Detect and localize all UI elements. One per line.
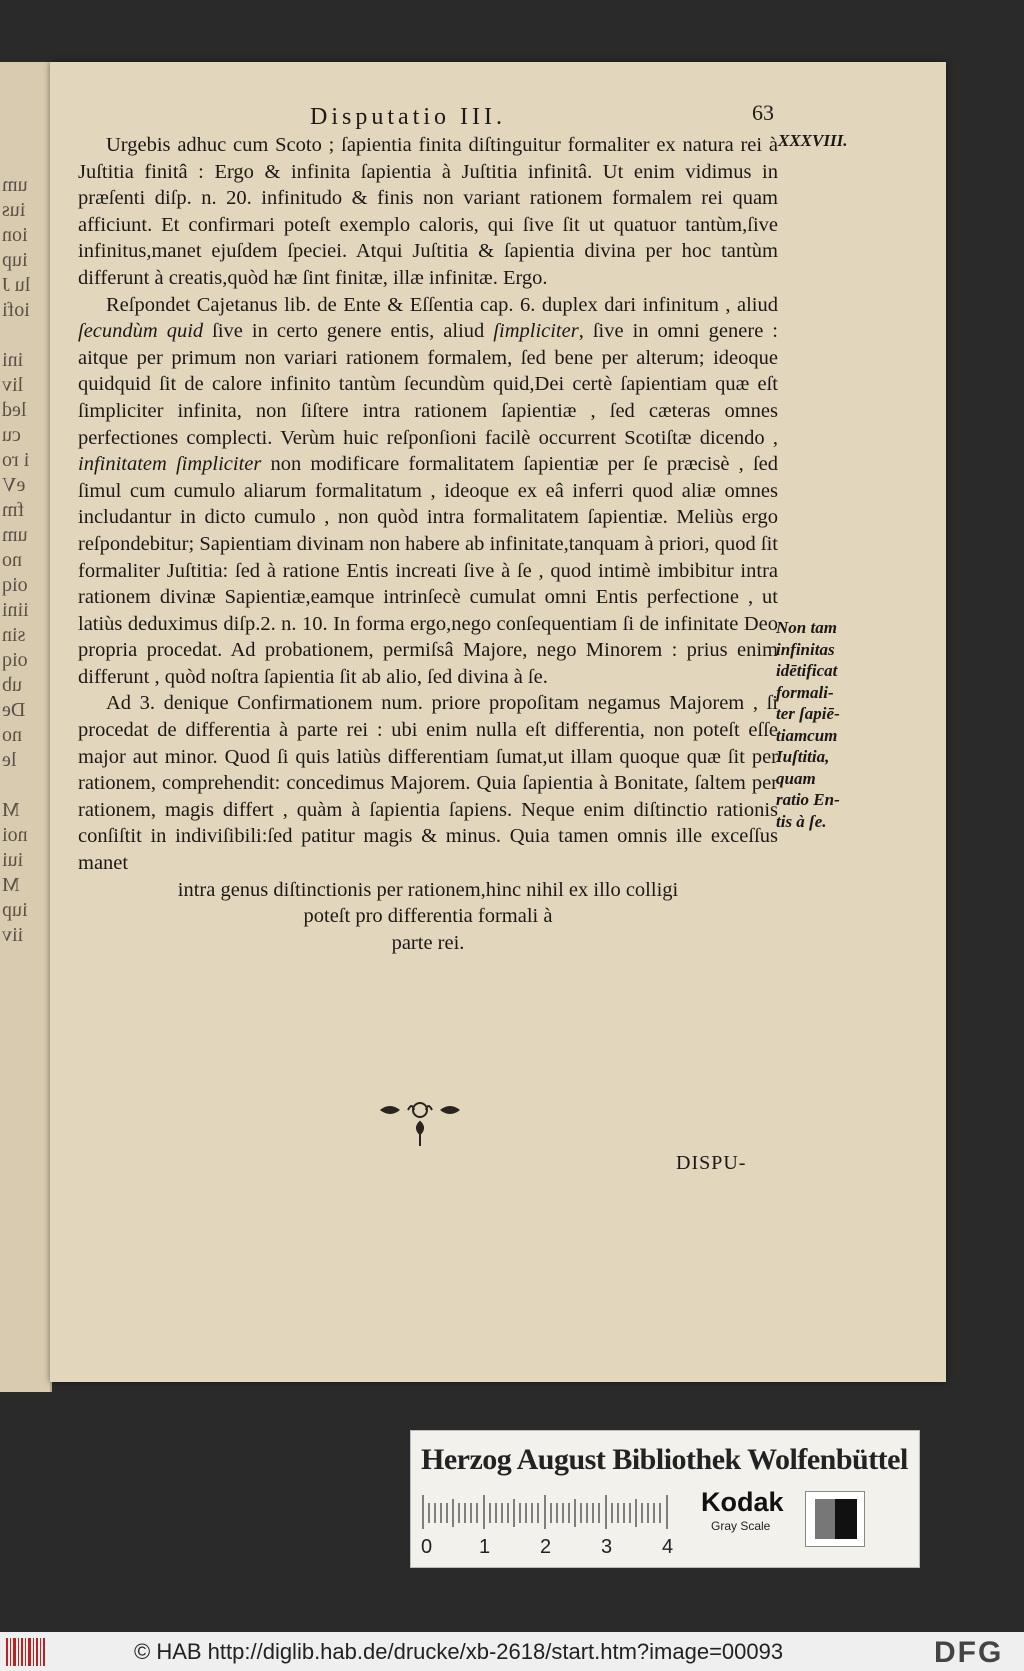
prev-fragment: ini xyxy=(2,349,24,371)
gloss-line: quam xyxy=(776,768,816,788)
gloss-line: formali- xyxy=(776,682,834,702)
gray-scale-subtitle: Gray Scale xyxy=(711,1519,771,1533)
scale-tick-2: 2 xyxy=(540,1536,552,1558)
gloss-line: infinitas xyxy=(776,639,835,659)
running-head: Disputatio III. xyxy=(310,104,506,130)
italic-run: infinitatem ſimpliciter xyxy=(78,453,262,476)
tail-line-2: poteſt pro differentia formali à xyxy=(303,905,553,928)
scale-tick-4: 4 xyxy=(662,1536,674,1558)
prev-fragment: M xyxy=(2,874,20,896)
prev-fragment: iiv xyxy=(2,924,24,946)
prev-fragment: iui xyxy=(2,849,24,871)
prev-fragment: iini xyxy=(2,599,29,621)
tail-line-1: intra genus diſtinctionis per rationem,hinc nihil ex illo colligi xyxy=(177,878,679,901)
book-page xyxy=(50,62,946,1382)
tail-line-3: parte rei. xyxy=(391,931,465,954)
scale-ruler xyxy=(421,1489,691,1559)
scale-tick-1: 1 xyxy=(479,1536,491,1558)
gray-chip-dark xyxy=(835,1499,857,1539)
prev-fragment: fm xyxy=(2,499,25,521)
margin-number: XXXVIII. xyxy=(778,131,848,150)
prev-fragment: lu J xyxy=(2,274,31,296)
gray-chip-mid xyxy=(815,1499,835,1539)
gloss-line: Iuſtitia, xyxy=(776,747,830,766)
prev-fragment: ius xyxy=(2,199,26,221)
source-credit-link[interactable]: © HAB http://diglib.hab.de/drucke/xb-2618/start.htm?image=00093 xyxy=(134,1639,784,1664)
scale-tick-3: 3 xyxy=(601,1536,613,1558)
prev-fragment: um xyxy=(2,524,28,546)
prev-fragment: noi xyxy=(2,824,28,846)
prev-fragment: oiq xyxy=(2,649,28,671)
kodak-brand: Kodak xyxy=(701,1487,784,1517)
prev-fragment: iofi xyxy=(2,299,30,321)
paragraph-2 xyxy=(78,292,778,691)
italic-run: ſimpliciter xyxy=(493,320,579,343)
prev-fragment: cu xyxy=(2,424,21,446)
prev-fragment: iup xyxy=(2,899,28,921)
prev-fragment: oiq xyxy=(2,574,28,596)
prev-fragment: De xyxy=(2,699,26,721)
scale-tick-0: 0 xyxy=(421,1536,433,1558)
footer-bar xyxy=(0,1632,1024,1671)
library-label xyxy=(410,1430,920,1568)
prev-fragment: no xyxy=(2,549,22,571)
page-number: 63 xyxy=(752,100,774,125)
previous-page-edge xyxy=(0,62,52,1392)
prev-fragment: i ro xyxy=(2,449,30,471)
text-run: non modificare formalitatem ſapientiæ per ſe præcisè , ſed ſimul cum cumulo aliarum formalitatum , ideoque ex eâ inferri quod aliæ omnes includantur in dicto cumulo , non quòd intra formalitatem ſapientiæ. Meliùs ergo reſpondebitur; Sapientiam divinam non habere ab infinitate,tanquam à priori, quod ſit formaliter Juſtitia: ſed à ratione Entis increati ſive à ſe , quod intimè imbibitur intra rationem divinæ Sapientiæ,eamque intrinſecè cumulat omni Entis perfectione , ut latiùs deduximus diſp.2. n. 10. In forma ergo,nego conſequentiam ſi de infinitate Deo propria procedat. Ad probationem, permiſsâ Majore, nego Minorem : prius enim differunt , quòd noſtra ſapientia ſit ab alio, ſed divina à ſe. xyxy=(78,453,778,688)
library-name: Herzog August Bibliothek Wolfenbüttel xyxy=(421,1443,908,1476)
gloss-line: tiamcum xyxy=(776,725,838,745)
main-text xyxy=(78,132,778,956)
gloss-line: ter ſapiē- xyxy=(776,704,840,723)
catchword: DISPU- xyxy=(676,1152,747,1174)
paragraph-3: Ad 3. denique Confirmationem num. priore propoſitam negamus Majorem , ſi procedat de differentia à parte rei : ubi enim nulla eſt differentia, non poteſt eſſe major aut minor. Quod ſi quis latiùs differentiam ſumat,ut illam quoque quæ ſit per rationem, comprehendit: concedimus Majorem. Quia ſapientia à Bonitate, ſaltem per rationem, magis differt , quàm à ſapientia ſapiens. Neque enim diſtinctio rationis conſiſtit in indiviſibili:ſed patitur magis & minus. Quia tamen omnis ille exceſſus manet xyxy=(78,692,778,875)
prev-fragment: ub xyxy=(2,674,22,696)
tailpiece-ornament-icon xyxy=(370,1092,470,1152)
margin-gloss xyxy=(776,617,866,832)
barcode-icon xyxy=(6,1638,46,1666)
italic-run: ſecundùm quid xyxy=(78,320,204,343)
gloss-line: Non tam xyxy=(776,618,837,637)
prev-fragment: led xyxy=(2,399,27,421)
text-run: Reſpondet Cajetanus lib. de Ente & Eſſentia cap. 6. duplex dari infinitum , aliud xyxy=(106,293,778,316)
prev-fragment: le xyxy=(2,749,17,771)
prev-fragment: liv xyxy=(2,374,24,396)
prev-fragment: iup xyxy=(2,249,28,271)
text-run: ſive in certo genere entis, aliud xyxy=(203,320,494,343)
dfg-logo: DFG xyxy=(934,1636,1004,1669)
gloss-line: ratio En- xyxy=(776,790,840,809)
prev-fragment: no xyxy=(2,724,22,746)
gloss-line: tis à ſe. xyxy=(776,811,827,831)
prev-fragment: ion xyxy=(2,224,28,246)
prev-fragment: eV xyxy=(2,474,26,496)
prev-fragment: M xyxy=(2,799,20,821)
text-run: , ſive in omni genere : aitque per primum non variari rationem formalem, ſed bene per alterum; ideoque quidquid ſit de calore infinito tantùm ſecundùm quid,Dei certè ſapientiam quæ eſt ſimpliciter infinita, non ſiſtere intra rationem ſapientiæ , ſed cæteras omnes perfectiones complecti. Verùm huic reſponſioni facilè occurrent Scotiſtæ dicendo , xyxy=(78,320,778,449)
prev-fragment: um xyxy=(2,174,28,196)
prev-fragment: sin xyxy=(2,624,26,646)
gloss-line: idētificat xyxy=(776,661,838,680)
paragraph-1: Urgebis adhuc cum Scoto ; ſapientia finita diſtinguitur formaliter ex natura rei à Juſtitia finitâ : Ergo & infinita ſapientia à Juſtitia infinitâ. Ut enim vidimus in præſenti diſp. n. 20. infinitudo & finis non variant rationem formalem rei quam afficiunt. Et confirmari poteſt exemplo caloris, qui ſive ſit ut quatuor tantùm,ſive infinitus,manet ejuſdem ſpeciei. Atqui Juſtitia & ſapientia divina per hoc tantùm differunt à creatis,quòd hæ ſint finitæ, illæ infinitæ. Ergo. xyxy=(78,134,778,289)
